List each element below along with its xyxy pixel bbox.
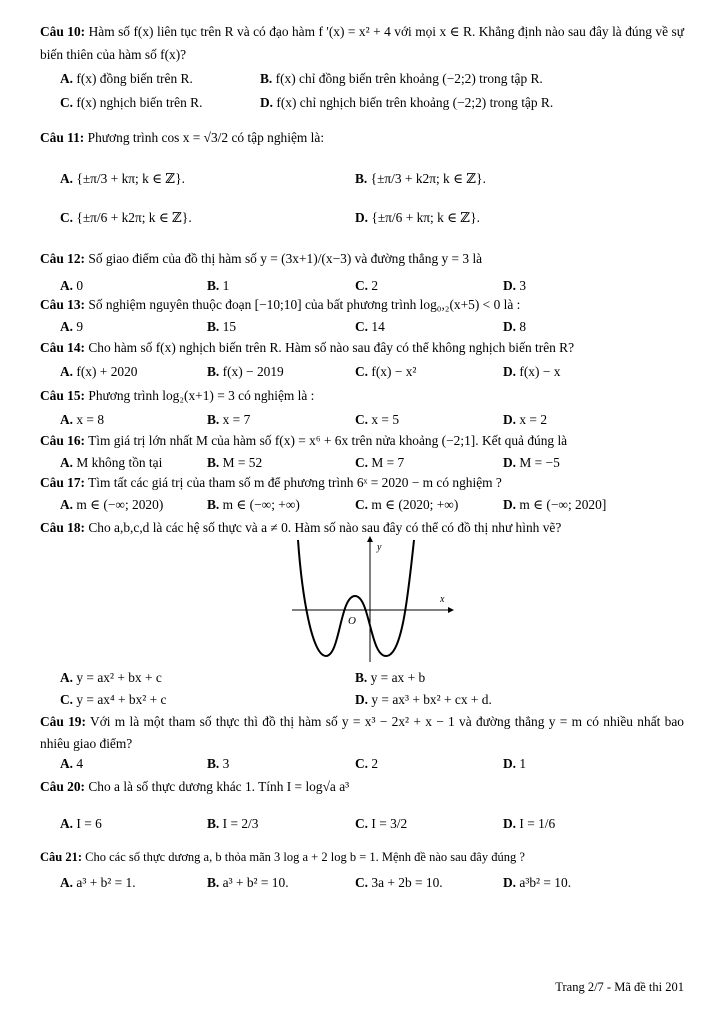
question-12 <box>40 252 482 265</box>
x-axis-label: x <box>440 594 445 605</box>
option-a: A. 9 <box>60 319 84 334</box>
option-d: D. 3 <box>503 278 527 293</box>
question-label: Câu 13: <box>40 297 86 312</box>
question-label: Câu 19: <box>40 714 86 729</box>
question-text: Cho các số thực dương a, b thỏa mãn 3 log a + 2 log b = 1. Mệnh đề nào sau đây đúng ? <box>85 850 525 864</box>
option-b: B. 1 <box>207 278 230 293</box>
page-footer: Trang 2/7 - Mã đề thi 201 <box>555 980 684 994</box>
question-label: Câu 17: <box>40 475 86 490</box>
question-11 <box>40 131 324 144</box>
question-label: Câu 20: <box>40 779 86 794</box>
option-b: B. f(x) − 2019 <box>207 364 284 379</box>
option-c: C. I = 3/2 <box>355 816 408 831</box>
question-19 <box>40 711 684 755</box>
question-text: Phương trình cos x = √3/2 có tập nghiệm là: <box>87 130 325 145</box>
question-label: Câu 12: <box>40 251 86 266</box>
option-c: C. f(x) − x² <box>355 364 417 379</box>
question-text: Số nghiệm nguyên thuộc đoạn [−10;10] của bất phương trình log₀,₂(x+5) < 0 là : <box>88 297 521 312</box>
question-text: Cho hàm số f(x) nghịch biến trên R. Hàm số nào sau đây có thể không nghịch biến trên R? <box>88 340 575 355</box>
option-a: A. M không tồn tại <box>60 455 163 470</box>
question-label: Câu 16: <box>40 433 86 448</box>
option-b: B. y = ax + b <box>355 670 426 685</box>
option-c: C. M = 7 <box>355 455 405 470</box>
option-d: D. I = 1/6 <box>503 816 556 831</box>
question-text: Với m là một tham số thực thì đồ thị hàm số y = x³ − 2x² + x − 1 và đường thẳng y = m có nhiều nhất bao nhiêu giao điểm? <box>40 714 684 751</box>
option-c: C. x = 5 <box>355 412 400 427</box>
option-d: D. 1 <box>503 756 527 771</box>
option-b: B. a³ + b² = 10. <box>207 875 289 890</box>
option-c: C. 2 <box>355 278 379 293</box>
option-a: A. f(x) + 2020 <box>60 364 138 379</box>
y-axis-arrow <box>367 536 373 542</box>
option-c: C. 2 <box>355 756 379 771</box>
option-a: A. {±π/3 + kπ; k ∈ ℤ}. <box>60 171 185 186</box>
option-b: B. {±π/3 + k2π; k ∈ ℤ}. <box>355 171 486 186</box>
question-18 <box>40 521 561 534</box>
option-a: A. a³ + b² = 1. <box>60 875 136 890</box>
option-a: A. x = 8 <box>60 412 105 427</box>
question-14 <box>40 341 574 354</box>
option-d: D. {±π/6 + kπ; k ∈ ℤ}. <box>355 210 480 225</box>
option-d: D. f(x) − x <box>503 364 561 379</box>
option-c: C. f(x) nghịch biến trên R. <box>60 95 203 110</box>
question-label: Câu 10: <box>40 24 86 39</box>
option-a: A. m ∈ (−∞; 2020) <box>60 497 164 512</box>
question-text: Cho a là số thực dương khác 1. Tính I = log√a a³ <box>88 779 350 794</box>
question-text: Phương trình log₂(x+1) = 3 có nghiệm là : <box>88 388 315 403</box>
option-a: A. 0 <box>60 278 84 293</box>
y-axis-label: y <box>377 542 382 553</box>
question-20 <box>40 780 349 793</box>
option-d: D. m ∈ (−∞; 2020] <box>503 497 607 512</box>
question-10 <box>40 20 684 66</box>
option-a: A. y = ax² + bx + c <box>60 670 162 685</box>
question-text: Cho a,b,c,d là các hệ số thực và a ≠ 0. Hàm số nào sau đây có thể có đồ thị như hình vẽ? <box>88 520 562 535</box>
option-c: C. 3a + 2b = 10. <box>355 875 443 890</box>
question-16 <box>40 434 567 447</box>
option-d: D. y = ax³ + bx² + cx + d. <box>355 692 492 707</box>
option-b: B. 3 <box>207 756 230 771</box>
option-a: A. I = 6 <box>60 816 102 831</box>
question-text: Hàm số f(x) liên tục trên R và có đạo hàm f '(x) = x² + 4 với mọi x ∈ R. Khẳng định nào sau đây là đúng về sự biến thiên của hàm số f(x)? <box>40 24 684 62</box>
option-b: B. m ∈ (−∞; +∞) <box>207 497 300 512</box>
question-15 <box>40 389 314 402</box>
question-text: Tìm tất các giá trị của tham số m để phương trình 6ˣ = 2020 − m có nghiệm ? <box>88 475 502 490</box>
question-21 <box>40 851 525 864</box>
x-axis-arrow <box>448 607 454 613</box>
option-b: B. f(x) chỉ đồng biến trên khoảng (−2;2) trong tập R. <box>260 71 543 86</box>
curve <box>298 540 414 656</box>
question-17 <box>40 476 502 489</box>
option-c: C. 14 <box>355 319 385 334</box>
question-label: Câu 18: <box>40 520 86 535</box>
option-b: B. 15 <box>207 319 237 334</box>
question-text: Số giao điểm của đồ thị hàm số y = (3x+1)/(x−3) và đường thẳng y = 3 là <box>88 251 483 266</box>
option-c: C. {±π/6 + k2π; k ∈ ℤ}. <box>60 210 192 225</box>
option-d: D. x = 2 <box>503 412 548 427</box>
question-label: Câu 21: <box>40 850 83 864</box>
option-c: C. m ∈ (2020; +∞) <box>355 497 459 512</box>
option-d: D. M = −5 <box>503 455 560 470</box>
question-13 <box>40 298 520 311</box>
option-a: A. f(x) đồng biến trên R. <box>60 71 193 86</box>
question-label: Câu 15: <box>40 388 86 403</box>
question-label: Câu 11: <box>40 130 85 145</box>
option-a: A. 4 <box>60 756 84 771</box>
question-text: Tìm giá trị lớn nhất M của hàm số f(x) = x⁶ + 6x trên nửa khoảng (−2;1]. Kết quả đúng là <box>88 433 568 448</box>
option-d: D. a³b² = 10. <box>503 875 572 890</box>
option-b: B. M = 52 <box>207 455 263 470</box>
option-d: D. 8 <box>503 319 527 334</box>
function-graph <box>288 536 454 664</box>
option-b: B. I = 2/3 <box>207 816 259 831</box>
origin-label: O <box>348 615 356 627</box>
option-d: D. f(x) chỉ nghịch biến trên khoảng (−2;2) trong tập R. <box>260 95 554 110</box>
option-b: B. x = 7 <box>207 412 251 427</box>
option-c: C. y = ax⁴ + bx² + c <box>60 692 167 707</box>
question-label: Câu 14: <box>40 340 86 355</box>
